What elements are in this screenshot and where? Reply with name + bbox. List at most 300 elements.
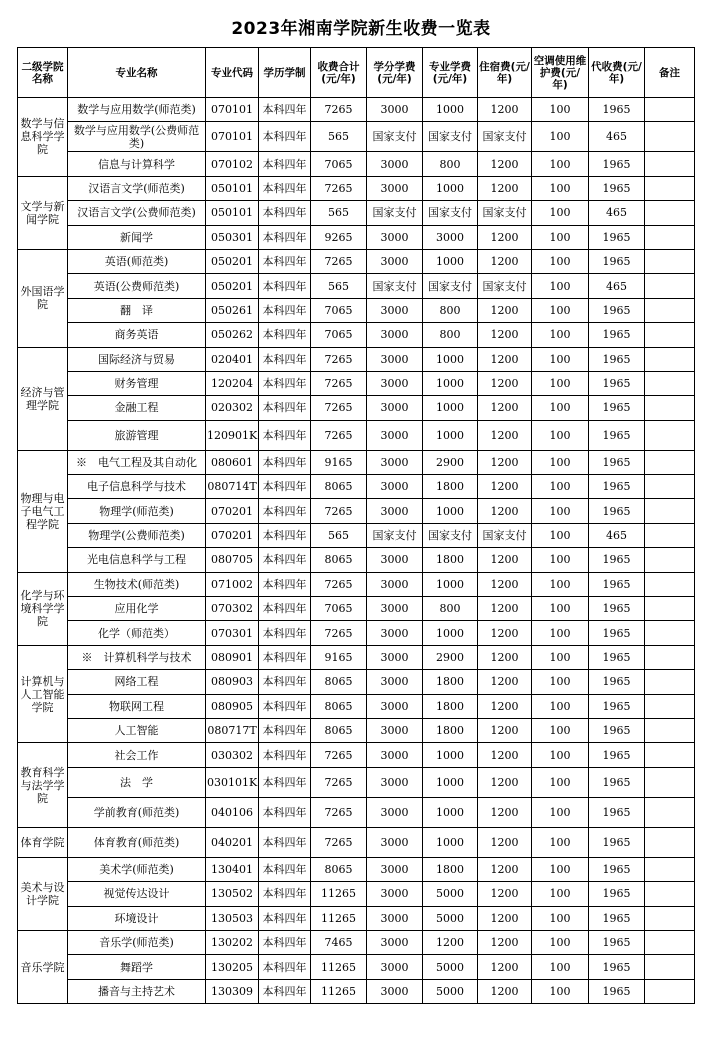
system-cell: 本科四年 — [259, 621, 311, 645]
code-cell: 080705 — [206, 548, 259, 572]
tuition-cell: 1800 — [423, 670, 478, 694]
dorm-cell: 1200 — [478, 645, 532, 669]
note-cell — [645, 955, 695, 979]
credit-cell: 3000 — [367, 548, 423, 572]
table-row — [18, 98, 695, 122]
system-cell: 本科四年 — [259, 572, 311, 596]
code-cell: 070201 — [206, 499, 259, 523]
agent-cell: 1965 — [589, 396, 645, 420]
ac-cell: 100 — [532, 499, 589, 523]
college-name-cell: 文学与新闻学院 — [18, 176, 68, 249]
table-row — [18, 122, 695, 152]
code-cell: 050261 — [206, 298, 259, 322]
note-cell — [645, 274, 695, 298]
total-cell: 7265 — [311, 249, 367, 273]
major-name-cell: 视觉传达设计 — [68, 882, 206, 906]
table-row — [18, 979, 695, 1003]
credit-cell: 3000 — [367, 930, 423, 954]
fee-table-body — [18, 98, 695, 1004]
note-cell — [645, 597, 695, 621]
agent-cell: 1965 — [589, 670, 645, 694]
note-cell — [645, 906, 695, 930]
dorm-cell: 1200 — [478, 548, 532, 572]
major-name-cell: 化学（师范类） — [68, 621, 206, 645]
note-cell — [645, 450, 695, 474]
agent-cell: 1965 — [589, 906, 645, 930]
ac-cell: 100 — [532, 827, 589, 857]
ac-cell: 100 — [532, 176, 589, 200]
table-row — [18, 906, 695, 930]
note-cell — [645, 621, 695, 645]
note-cell — [645, 475, 695, 499]
code-cell: 080903 — [206, 670, 259, 694]
table-row — [18, 347, 695, 371]
total-cell: 8065 — [311, 548, 367, 572]
system-cell: 本科四年 — [259, 274, 311, 298]
ac-cell: 100 — [532, 420, 589, 450]
code-cell: 080905 — [206, 694, 259, 718]
major-name-cell: 应用化学 — [68, 597, 206, 621]
dorm-cell: 1200 — [478, 979, 532, 1003]
code-cell: 070101 — [206, 122, 259, 152]
dorm-cell: 1200 — [478, 718, 532, 742]
table-row — [18, 827, 695, 857]
table-row — [18, 743, 695, 767]
dorm-cell: 1200 — [478, 152, 532, 176]
tuition-cell: 5000 — [423, 955, 478, 979]
code-cell: 030101K — [206, 767, 259, 797]
total-cell: 7265 — [311, 827, 367, 857]
major-name-cell: 电子信息科学与技术 — [68, 475, 206, 499]
credit-cell: 3000 — [367, 767, 423, 797]
agent-cell: 1965 — [589, 347, 645, 371]
ac-cell: 100 — [532, 323, 589, 347]
credit-cell: 3000 — [367, 955, 423, 979]
college-name-cell: 经济与管理学院 — [18, 347, 68, 450]
major-name-cell: 英语(师范类) — [68, 249, 206, 273]
dorm-cell: 1200 — [478, 499, 532, 523]
credit-cell: 3000 — [367, 743, 423, 767]
code-cell: 130401 — [206, 857, 259, 881]
tuition-cell: 1000 — [423, 371, 478, 395]
code-cell: 070302 — [206, 597, 259, 621]
major-name-cell: ※ 电气工程及其自动化 — [68, 450, 206, 474]
ac-cell: 100 — [532, 225, 589, 249]
table-row — [18, 152, 695, 176]
credit-cell: 3000 — [367, 475, 423, 499]
system-cell: 本科四年 — [259, 979, 311, 1003]
page-title: 2023年湘南学院新生收费一览表 — [231, 19, 491, 39]
system-cell: 本科四年 — [259, 396, 311, 420]
note-cell — [645, 176, 695, 200]
table-row — [18, 176, 695, 200]
code-cell: 130502 — [206, 882, 259, 906]
code-cell: 050301 — [206, 225, 259, 249]
tuition-cell: 国家支付 — [423, 201, 478, 225]
dorm-cell: 1200 — [478, 371, 532, 395]
ac-cell: 100 — [532, 767, 589, 797]
credit-cell: 国家支付 — [367, 201, 423, 225]
system-cell: 本科四年 — [259, 323, 311, 347]
header-major: 专业名称 — [68, 48, 206, 98]
college-name-cell: 美术与设计学院 — [18, 857, 68, 930]
note-cell — [645, 857, 695, 881]
agent-cell: 465 — [589, 274, 645, 298]
total-cell: 8065 — [311, 857, 367, 881]
agent-cell: 1965 — [589, 979, 645, 1003]
total-cell: 7265 — [311, 98, 367, 122]
dorm-cell: 1200 — [478, 347, 532, 371]
major-name-cell: 人工智能 — [68, 718, 206, 742]
total-cell: 9265 — [311, 225, 367, 249]
code-cell: 020302 — [206, 396, 259, 420]
system-cell: 本科四年 — [259, 249, 311, 273]
dorm-cell: 1200 — [478, 572, 532, 596]
table-row — [18, 450, 695, 474]
major-name-cell: 法 学 — [68, 767, 206, 797]
note-cell — [645, 645, 695, 669]
major-name-cell: 新闻学 — [68, 225, 206, 249]
ac-cell: 100 — [532, 694, 589, 718]
table-row — [18, 499, 695, 523]
dorm-cell: 1200 — [478, 955, 532, 979]
major-name-cell: 体育教育(师范类) — [68, 827, 206, 857]
note-cell — [645, 882, 695, 906]
college-name-cell: 体育学院 — [18, 827, 68, 857]
system-cell: 本科四年 — [259, 347, 311, 371]
credit-cell: 3000 — [367, 396, 423, 420]
ac-cell: 100 — [532, 201, 589, 225]
credit-cell: 3000 — [367, 718, 423, 742]
code-cell: 080714T — [206, 475, 259, 499]
header-ac: 空调使用维护费(元/年) — [532, 48, 589, 98]
tuition-cell: 1800 — [423, 718, 478, 742]
tuition-cell: 1000 — [423, 347, 478, 371]
system-cell: 本科四年 — [259, 767, 311, 797]
header-row — [18, 48, 695, 98]
note-cell — [645, 347, 695, 371]
dorm-cell: 国家支付 — [478, 523, 532, 547]
credit-cell: 3000 — [367, 621, 423, 645]
ac-cell: 100 — [532, 670, 589, 694]
college-name-cell: 音乐学院 — [18, 930, 68, 1003]
note-cell — [645, 718, 695, 742]
tuition-cell: 1000 — [423, 499, 478, 523]
table-row — [18, 274, 695, 298]
tuition-cell: 1800 — [423, 548, 478, 572]
total-cell: 11265 — [311, 882, 367, 906]
ac-cell: 100 — [532, 930, 589, 954]
major-name-cell: 旅游管理 — [68, 420, 206, 450]
ac-cell: 100 — [532, 475, 589, 499]
note-cell — [645, 548, 695, 572]
dorm-cell: 1200 — [478, 475, 532, 499]
ac-cell: 100 — [532, 797, 589, 827]
ac-cell: 100 — [532, 450, 589, 474]
agent-cell: 1965 — [589, 718, 645, 742]
ac-cell: 100 — [532, 621, 589, 645]
header-code: 专业代码 — [206, 48, 259, 98]
system-cell: 本科四年 — [259, 930, 311, 954]
table-row — [18, 475, 695, 499]
credit-cell: 3000 — [367, 298, 423, 322]
table-row — [18, 225, 695, 249]
fee-table — [17, 47, 695, 1004]
college-name-cell: 物理与电子电气工程学院 — [18, 450, 68, 572]
agent-cell: 1965 — [589, 694, 645, 718]
table-row — [18, 548, 695, 572]
note-cell — [645, 930, 695, 954]
note-cell — [645, 827, 695, 857]
total-cell: 7265 — [311, 572, 367, 596]
credit-cell: 3000 — [367, 450, 423, 474]
code-cell: 070301 — [206, 621, 259, 645]
credit-cell: 3000 — [367, 979, 423, 1003]
dorm-cell: 1200 — [478, 597, 532, 621]
credit-cell: 3000 — [367, 499, 423, 523]
major-name-cell: 音乐学(师范类) — [68, 930, 206, 954]
header-college: 二级学院名称 — [18, 48, 68, 98]
major-name-cell: 财务管理 — [68, 371, 206, 395]
dorm-cell: 1200 — [478, 743, 532, 767]
code-cell: 120204 — [206, 371, 259, 395]
code-cell: 130205 — [206, 955, 259, 979]
system-cell: 本科四年 — [259, 475, 311, 499]
dorm-cell: 1200 — [478, 249, 532, 273]
college-name-cell: 计算机与人工智能学院 — [18, 645, 68, 743]
total-cell: 7265 — [311, 176, 367, 200]
header-agent: 代收费(元/年) — [589, 48, 645, 98]
credit-cell: 3000 — [367, 572, 423, 596]
tuition-cell: 1000 — [423, 621, 478, 645]
credit-cell: 3000 — [367, 882, 423, 906]
code-cell: 070102 — [206, 152, 259, 176]
agent-cell: 1965 — [589, 645, 645, 669]
table-row — [18, 249, 695, 273]
dorm-cell: 1200 — [478, 98, 532, 122]
dorm-cell: 1200 — [478, 225, 532, 249]
major-name-cell: 生物技术(师范类) — [68, 572, 206, 596]
table-row — [18, 597, 695, 621]
major-name-cell: 翻 译 — [68, 298, 206, 322]
ac-cell: 100 — [532, 396, 589, 420]
agent-cell: 1965 — [589, 371, 645, 395]
system-cell: 本科四年 — [259, 955, 311, 979]
note-cell — [645, 201, 695, 225]
system-cell: 本科四年 — [259, 98, 311, 122]
credit-cell: 3000 — [367, 597, 423, 621]
note-cell — [645, 98, 695, 122]
dorm-cell: 1200 — [478, 767, 532, 797]
credit-cell: 3000 — [367, 371, 423, 395]
credit-cell: 3000 — [367, 98, 423, 122]
system-cell: 本科四年 — [259, 906, 311, 930]
table-row — [18, 670, 695, 694]
tuition-cell: 国家支付 — [423, 523, 478, 547]
major-name-cell: 物联网工程 — [68, 694, 206, 718]
dorm-cell: 1200 — [478, 827, 532, 857]
total-cell: 7465 — [311, 930, 367, 954]
tuition-cell: 1000 — [423, 743, 478, 767]
total-cell: 9165 — [311, 645, 367, 669]
major-name-cell: ※ 计算机科学与技术 — [68, 645, 206, 669]
dorm-cell: 1200 — [478, 797, 532, 827]
credit-cell: 3000 — [367, 249, 423, 273]
dorm-cell: 1200 — [478, 930, 532, 954]
header-tuition: 专业学费(元/年) — [423, 48, 478, 98]
code-cell: 080901 — [206, 645, 259, 669]
agent-cell: 1965 — [589, 857, 645, 881]
total-cell: 7265 — [311, 767, 367, 797]
major-name-cell: 舞蹈学 — [68, 955, 206, 979]
agent-cell: 465 — [589, 523, 645, 547]
agent-cell: 1965 — [589, 225, 645, 249]
system-cell: 本科四年 — [259, 420, 311, 450]
ac-cell: 100 — [532, 298, 589, 322]
system-cell: 本科四年 — [259, 718, 311, 742]
major-name-cell: 社会工作 — [68, 743, 206, 767]
tuition-cell: 5000 — [423, 979, 478, 1003]
system-cell: 本科四年 — [259, 882, 311, 906]
ac-cell: 100 — [532, 955, 589, 979]
code-cell: 080717T — [206, 718, 259, 742]
note-cell — [645, 122, 695, 152]
system-cell: 本科四年 — [259, 548, 311, 572]
code-cell: 040201 — [206, 827, 259, 857]
credit-cell: 国家支付 — [367, 274, 423, 298]
credit-cell: 3000 — [367, 347, 423, 371]
ac-cell: 100 — [532, 572, 589, 596]
credit-cell: 3000 — [367, 152, 423, 176]
ac-cell: 100 — [532, 122, 589, 152]
ac-cell: 100 — [532, 857, 589, 881]
credit-cell: 国家支付 — [367, 122, 423, 152]
dorm-cell: 国家支付 — [478, 201, 532, 225]
tuition-cell: 1000 — [423, 767, 478, 797]
tuition-cell: 1000 — [423, 176, 478, 200]
dorm-cell: 1200 — [478, 882, 532, 906]
note-cell — [645, 420, 695, 450]
header-dorm: 住宿费(元/年) — [478, 48, 532, 98]
table-row — [18, 857, 695, 881]
major-name-cell: 光电信息科学与工程 — [68, 548, 206, 572]
ac-cell: 100 — [532, 548, 589, 572]
ac-cell: 100 — [532, 249, 589, 273]
tuition-cell: 800 — [423, 597, 478, 621]
agent-cell: 1965 — [589, 767, 645, 797]
college-name-cell: 教育科学与法学学院 — [18, 743, 68, 827]
dorm-cell: 1200 — [478, 670, 532, 694]
ac-cell: 100 — [532, 979, 589, 1003]
agent-cell: 465 — [589, 122, 645, 152]
system-cell: 本科四年 — [259, 152, 311, 176]
note-cell — [645, 743, 695, 767]
ac-cell: 100 — [532, 718, 589, 742]
total-cell: 7265 — [311, 396, 367, 420]
college-name-cell: 数学与信息科学学院 — [18, 98, 68, 177]
system-cell: 本科四年 — [259, 597, 311, 621]
major-name-cell: 物理学(公费师范类) — [68, 523, 206, 547]
table-row — [18, 955, 695, 979]
credit-cell: 3000 — [367, 827, 423, 857]
ac-cell: 100 — [532, 98, 589, 122]
credit-cell: 3000 — [367, 670, 423, 694]
tuition-cell: 800 — [423, 152, 478, 176]
college-name-cell: 化学与环境科学学院 — [18, 572, 68, 645]
system-cell: 本科四年 — [259, 523, 311, 547]
table-row — [18, 797, 695, 827]
total-cell: 8065 — [311, 694, 367, 718]
agent-cell: 1965 — [589, 743, 645, 767]
credit-cell: 3000 — [367, 225, 423, 249]
total-cell: 7265 — [311, 371, 367, 395]
table-row — [18, 767, 695, 797]
agent-cell: 1965 — [589, 152, 645, 176]
tuition-cell: 1000 — [423, 420, 478, 450]
table-row — [18, 420, 695, 450]
note-cell — [645, 694, 695, 718]
agent-cell: 1965 — [589, 176, 645, 200]
tuition-cell: 5000 — [423, 882, 478, 906]
system-cell: 本科四年 — [259, 450, 311, 474]
note-cell — [645, 572, 695, 596]
agent-cell: 1965 — [589, 323, 645, 347]
tuition-cell: 5000 — [423, 906, 478, 930]
dorm-cell: 1200 — [478, 420, 532, 450]
agent-cell: 1965 — [589, 499, 645, 523]
ac-cell: 100 — [532, 371, 589, 395]
agent-cell: 1965 — [589, 298, 645, 322]
total-cell: 11265 — [311, 955, 367, 979]
system-cell: 本科四年 — [259, 694, 311, 718]
tuition-cell: 1800 — [423, 475, 478, 499]
tuition-cell: 1000 — [423, 98, 478, 122]
table-row — [18, 645, 695, 669]
header-total: 收费合计(元/年) — [311, 48, 367, 98]
system-cell: 本科四年 — [259, 499, 311, 523]
major-name-cell: 国际经济与贸易 — [68, 347, 206, 371]
dorm-cell: 1200 — [478, 906, 532, 930]
dorm-cell: 国家支付 — [478, 122, 532, 152]
system-cell: 本科四年 — [259, 122, 311, 152]
note-cell — [645, 797, 695, 827]
header-credit: 学分学费(元/年) — [367, 48, 423, 98]
major-name-cell: 数学与应用数学(公费师范类) — [68, 122, 206, 152]
table-row — [18, 718, 695, 742]
tuition-cell: 2900 — [423, 645, 478, 669]
table-row — [18, 523, 695, 547]
ac-cell: 100 — [532, 645, 589, 669]
table-row — [18, 201, 695, 225]
college-name-cell: 外国语学院 — [18, 249, 68, 347]
agent-cell: 1965 — [589, 420, 645, 450]
tuition-cell: 1000 — [423, 827, 478, 857]
major-name-cell: 金融工程 — [68, 396, 206, 420]
code-cell: 040106 — [206, 797, 259, 827]
note-cell — [645, 767, 695, 797]
table-row — [18, 882, 695, 906]
major-name-cell: 学前教育(师范类) — [68, 797, 206, 827]
note-cell — [645, 523, 695, 547]
total-cell: 11265 — [311, 979, 367, 1003]
ac-cell: 100 — [532, 882, 589, 906]
code-cell: 130503 — [206, 906, 259, 930]
dorm-cell: 1200 — [478, 857, 532, 881]
tuition-cell: 1000 — [423, 249, 478, 273]
table-row — [18, 371, 695, 395]
agent-cell: 1965 — [589, 572, 645, 596]
note-cell — [645, 152, 695, 176]
